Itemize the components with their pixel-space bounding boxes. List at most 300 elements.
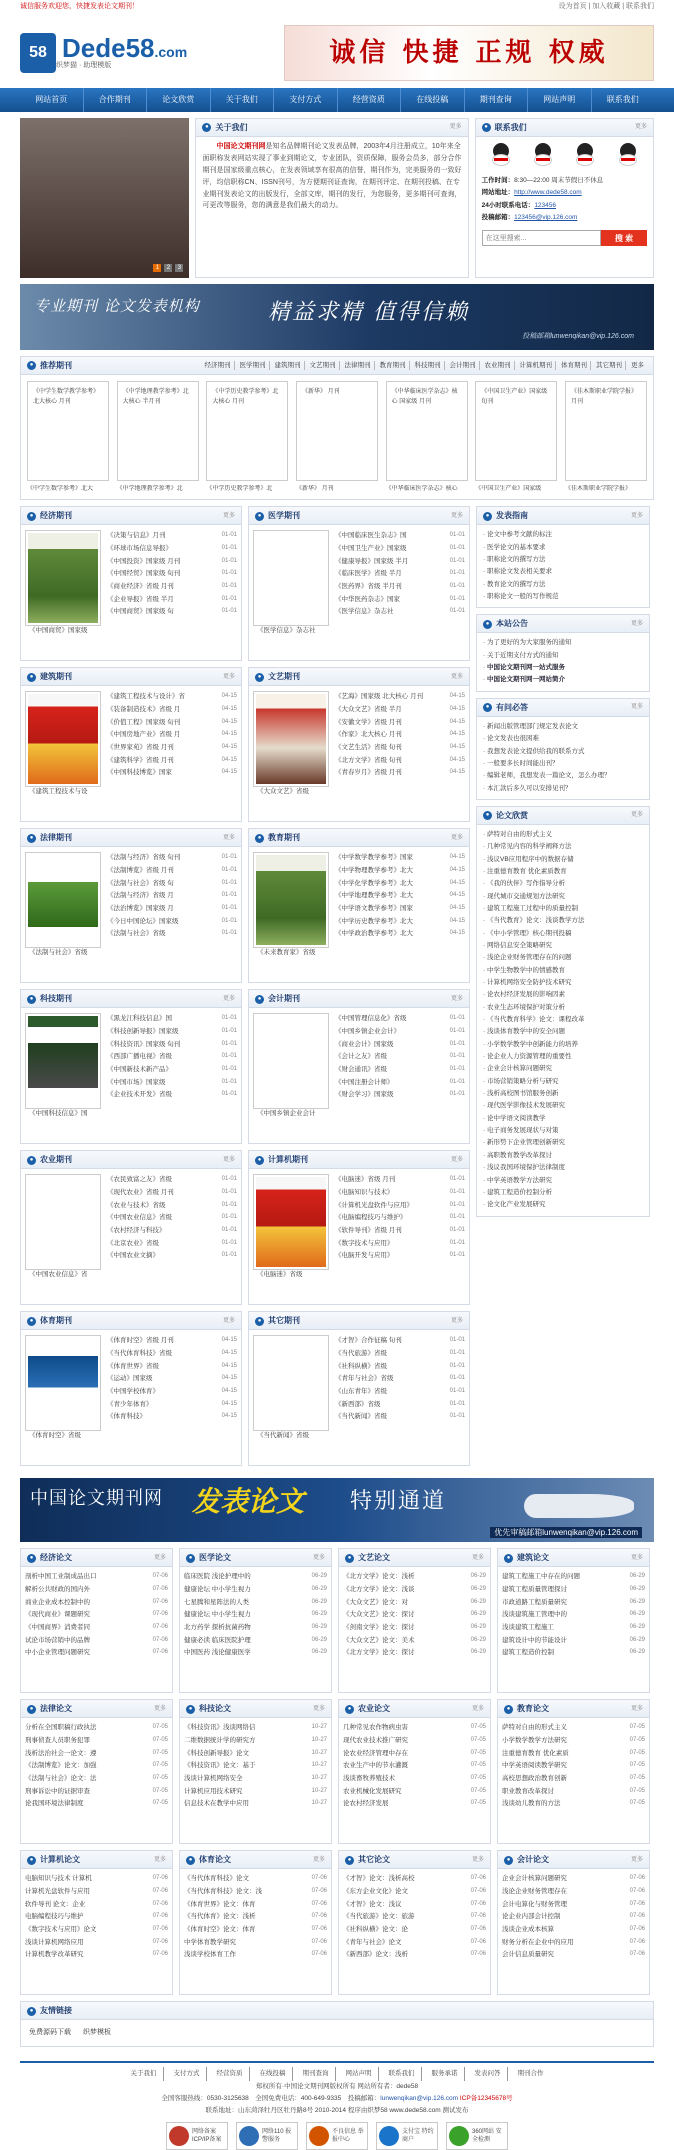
footer-nav-item[interactable]: 发表问答 [469, 2067, 508, 2081]
appreciate-item[interactable]: · 电子商务发展现状与对策 [483, 1127, 559, 1135]
paper-item-title[interactable]: 计算机教学改革研究 [25, 1951, 84, 1959]
journal-item-title[interactable]: 《中国农业文摘》 [107, 1252, 159, 1260]
journal-item-title[interactable]: 《中国科技博览》国家 [107, 769, 172, 777]
journal-item-title[interactable]: 《商业经济》省级 月刊 [107, 583, 174, 591]
paper-item-title[interactable]: 浅谈学校体育工作 [184, 1951, 236, 1959]
paper-list-item[interactable] [184, 1786, 327, 1799]
notice-item[interactable]: · 中国论文期刊网一网站简介 [483, 676, 565, 684]
paper-list-item[interactable] [25, 1899, 168, 1912]
logo[interactable] [20, 26, 250, 80]
journal-item-title[interactable]: 《体育时空》省级 月刊 [107, 1337, 174, 1345]
appreciate-more-link[interactable]: 更多 [630, 812, 643, 819]
journal-list-item[interactable] [335, 878, 465, 891]
qa-item[interactable]: · 新闻出版管理部门规定发表论文 [483, 722, 578, 730]
paper-item-title[interactable]: 中国医药 浅论健康医学 [184, 1649, 251, 1657]
paper-item-title[interactable]: 农业生产中的节水灌溉 [343, 1762, 408, 1770]
paper-item-title[interactable]: 《科技资讯》浅谈网络信 [184, 1724, 256, 1732]
journal-list-item[interactable] [335, 543, 465, 556]
journal-list-item[interactable] [107, 865, 237, 878]
paper-panel-more-link[interactable]: 更多 [153, 1705, 166, 1712]
nav-item-6[interactable]: 经营资质 [338, 88, 402, 112]
nav-item-10[interactable]: 联系我们 [606, 95, 639, 104]
journal-cover-caption[interactable]: 《未来教育家》省级 [257, 949, 316, 957]
journal-cover-caption[interactable]: 《中国科技信息》国 [29, 1110, 88, 1118]
recommend-item[interactable] [117, 381, 199, 493]
paper-list-item[interactable] [184, 1886, 327, 1899]
paper-list-item[interactable] [184, 1609, 327, 1622]
journal-cover-image[interactable] [253, 530, 329, 626]
journal-list-item[interactable] [335, 729, 465, 742]
appreciate-item[interactable]: · 注重德育教育 优化素质教育 [483, 867, 567, 875]
recommend-tab[interactable]: 计算机期刊 [517, 361, 557, 370]
paper-list-item[interactable] [25, 1722, 168, 1735]
paper-item-title[interactable]: 《当代体育科技》论文：浅 [184, 1888, 262, 1896]
paper-item-title[interactable]: 财务分析在企业中的应用 [502, 1938, 574, 1946]
journal-list-item[interactable] [107, 1411, 237, 1424]
journal-item-title[interactable]: 《环球市场信息导报》 [107, 545, 172, 553]
journal-list-item[interactable] [107, 916, 237, 929]
journal-list-item[interactable] [335, 742, 465, 755]
journal-item-title[interactable]: 《北京农业》省级 [107, 1239, 159, 1247]
journal-item-title[interactable]: 《大众文艺》省级 半月 [335, 706, 402, 714]
journal-item-title[interactable]: 《青少年体育》 [107, 1400, 153, 1408]
paper-item-title[interactable]: 《法制与社会》论文：法 [25, 1775, 97, 1783]
paper-item-title[interactable]: 剖析中国工业制成品出口 [25, 1573, 97, 1581]
paper-item-title[interactable]: 浅谈计算机网络安全 [184, 1775, 243, 1783]
paper-list-item[interactable] [184, 1873, 327, 1886]
paper-list-item[interactable] [184, 1773, 327, 1786]
journal-panel-more-link[interactable]: 更多 [450, 673, 463, 680]
paper-item-title[interactable]: 现代农业技术推广研究 [343, 1737, 408, 1745]
paper-item-title[interactable]: 几种常见农作物病虫害 [343, 1724, 408, 1732]
paper-item-title[interactable]: 《剑南文学》论文：探讨 [343, 1624, 415, 1632]
journal-item-title[interactable]: 《财会学习》国家级 [335, 1091, 394, 1099]
journal-list-item[interactable] [335, 691, 465, 704]
journal-list-item[interactable] [335, 1089, 465, 1102]
journal-list-item[interactable] [107, 717, 237, 730]
paper-list-item[interactable] [502, 1949, 645, 1962]
paper-list-item[interactable] [502, 1760, 645, 1773]
qq-penguin-icon[interactable] [574, 143, 596, 167]
paper-list-item[interactable] [184, 1635, 327, 1648]
journal-item-title[interactable]: 《计算机光盘软件与应用》 [335, 1201, 413, 1209]
paper-item-title[interactable]: 健康论坛 中小学生视力 [184, 1611, 251, 1619]
recommend-item-caption[interactable]: 《中学地理教学参考》北 [116, 486, 183, 492]
journal-panel-more-link[interactable]: 更多 [450, 834, 463, 841]
paper-list-item[interactable] [343, 1735, 486, 1748]
paper-list-item[interactable] [25, 1584, 168, 1597]
journal-item-title[interactable]: 《商业会计》国家级 [335, 1040, 394, 1048]
journal-list-item[interactable] [335, 903, 465, 916]
journal-item-title[interactable]: 《中华医药杂志》国家 [335, 595, 400, 603]
paper-list-item[interactable] [184, 1748, 327, 1761]
recommend-item-cover[interactable]: 《中学历史教学参考》北大核心 月刊 [206, 381, 288, 481]
paper-item-title[interactable]: 临床医院 浅论护理中的 [184, 1573, 251, 1581]
paper-list-item[interactable] [343, 1609, 486, 1622]
journal-item-title[interactable]: 《作家》北大核心 月刊 [335, 731, 402, 739]
journal-panel-more-link[interactable]: 更多 [450, 995, 463, 1002]
paper-item-title[interactable]: 市政道路工程质量研究 [502, 1598, 567, 1606]
paper-list-item[interactable] [184, 1647, 327, 1660]
paper-item-title[interactable]: 建筑工程造价控制 [502, 1649, 554, 1657]
paper-list-item[interactable] [502, 1899, 645, 1912]
journal-item-title[interactable]: 《中国学校体育》 [107, 1388, 159, 1396]
journal-item-title[interactable]: 《健康导报》国家级 半月 [335, 557, 409, 565]
footer-nav-item[interactable]: 期刊合作 [517, 2070, 544, 2078]
paper-list-item[interactable] [25, 1786, 168, 1799]
journal-list-item[interactable] [335, 1051, 465, 1064]
journal-cover-image[interactable] [253, 1174, 329, 1270]
paper-item-title[interactable]: 《大众文艺》论文：探讨 [343, 1611, 415, 1619]
journal-cover-caption[interactable]: 《中国商贸》国家级 [29, 627, 88, 635]
recommend-more-link[interactable]: 更多 [631, 361, 644, 369]
appreciate-item[interactable]: · 中学生物教学中的情感教育 [483, 966, 565, 974]
journal-cover-image[interactable] [25, 852, 101, 948]
paper-list-item[interactable] [184, 1571, 327, 1584]
journal-item-title[interactable]: 《黑龙江科技信息》国 [107, 1015, 172, 1023]
journal-list-item[interactable] [107, 1386, 237, 1399]
paper-list-item[interactable] [184, 1735, 327, 1748]
journal-list-item[interactable] [107, 1212, 237, 1225]
nav-item-3[interactable]: 论文欣赏 [147, 88, 211, 112]
journal-list-item[interactable] [335, 1212, 465, 1225]
paper-item-title[interactable]: 论我国环境法律制度 [25, 1800, 84, 1808]
journal-list-item[interactable] [107, 1361, 237, 1374]
paper-list-item[interactable] [502, 1622, 645, 1635]
search-input[interactable] [482, 230, 601, 246]
journal-list-item[interactable] [335, 890, 465, 903]
journal-list-item[interactable] [335, 1250, 465, 1263]
journal-cover-image[interactable] [25, 530, 101, 626]
journal-cover-image[interactable] [253, 852, 329, 948]
paper-list-item[interactable] [25, 1924, 168, 1937]
paper-list-item[interactable] [502, 1735, 645, 1748]
paper-list-item[interactable] [502, 1786, 645, 1799]
footer-nav-item[interactable]: 服务承诺 [426, 2067, 465, 2081]
notice-item[interactable]: · 中国论文期刊网一站式服务 [483, 664, 565, 672]
journal-item-title[interactable]: 《当代旅游》省级 [335, 1350, 387, 1358]
recommend-tab[interactable]: 会计期刊 [447, 361, 480, 370]
journal-list-item[interactable] [335, 1373, 465, 1386]
recommend-item-cover[interactable]: 《中学生数学教学参考》北大核心 月刊 [27, 381, 109, 481]
friend-link[interactable]: 免费源码下载 [29, 2029, 71, 2037]
paper-list-item[interactable] [184, 1722, 327, 1735]
paper-item-title[interactable]: 《才智》论文：浅析高校 [343, 1875, 415, 1883]
journal-item-title[interactable]: 《建筑工程技术与设计》省 [107, 693, 185, 701]
paper-list-item[interactable] [25, 1635, 168, 1648]
qa-item[interactable]: · 论文发表也很困难 [483, 735, 539, 743]
paper-item-title[interactable]: 《大众文艺》论文：美术 [343, 1636, 415, 1644]
journal-item-title[interactable]: 《中国注册会计师》 [335, 1078, 394, 1086]
journal-panel-more-link[interactable]: 更多 [222, 995, 235, 1002]
paper-item-title[interactable]: 《北方文学》论文：浅谈 [343, 1586, 415, 1594]
nav-item-1[interactable]: 网站首页 [20, 88, 84, 112]
journal-item-title[interactable]: 《建筑科学》省级 月刊 [107, 756, 174, 764]
recommend-item-caption[interactable]: 《中华临床医学杂志》核心 [385, 486, 458, 492]
journal-item-title[interactable]: 《法制与社会》省级 [107, 930, 166, 938]
journal-list-item[interactable] [107, 543, 237, 556]
paper-item-title[interactable]: 《大众文艺》论文：对 [343, 1598, 408, 1606]
journal-item-title[interactable]: 《装备制造技术》省级 月 [107, 706, 181, 714]
paper-panel-more-link[interactable]: 更多 [312, 1856, 325, 1863]
paper-item-title[interactable]: 建筑工程施工中存在的问题 [502, 1573, 580, 1581]
paper-item-title[interactable]: 小学数学教学方法研究 [502, 1737, 567, 1745]
appreciate-item[interactable]: · 建筑工程施工过程中的质量控制 [483, 904, 578, 912]
journal-item-title[interactable]: 《体育科技》 [107, 1413, 146, 1421]
journal-item-title[interactable]: 《中学地理教学参考》北大 [335, 892, 413, 900]
appreciate-item[interactable]: · 现代城市交通规划方法研究 [483, 892, 565, 900]
paper-item-title[interactable]: 软件导刊 论文：企业 [25, 1900, 86, 1908]
recommend-item[interactable] [296, 381, 378, 493]
journal-list-item[interactable] [107, 1174, 237, 1187]
nav-item-2[interactable]: 合作期刊 [84, 88, 148, 112]
paper-list-item[interactable] [502, 1873, 645, 1886]
journal-item-title[interactable]: 《农村经济与科技》 [107, 1227, 166, 1235]
appreciate-item[interactable]: · 市场营销策略分析与研究 [483, 1077, 559, 1085]
journal-item-title[interactable]: 《临床医学》省级 半月 [335, 570, 402, 578]
paper-item-title[interactable]: 健康必读 临床医院护理 [184, 1636, 251, 1644]
paper-list-item[interactable] [184, 1798, 327, 1811]
recommend-item-cover[interactable]: 《中学地理教学参考》北大核心 半月刊 [117, 381, 199, 481]
paper-list-item[interactable] [25, 1798, 168, 1811]
journal-item-title[interactable]: 《中国临床医生杂志》国 [335, 532, 407, 540]
journal-cover-image[interactable] [25, 691, 101, 787]
journal-cover-caption[interactable]: 《大众文艺》省级 [257, 788, 309, 796]
slider-dot[interactable]: 2 [164, 264, 172, 272]
paper-list-item[interactable] [502, 1937, 645, 1950]
paper-item-title[interactable]: 《法制博览》论文：加强 [25, 1762, 97, 1770]
paper-list-item[interactable] [184, 1584, 327, 1597]
nav-item-7[interactable]: 在线投稿 [401, 88, 465, 112]
journal-cover-image[interactable] [25, 1335, 101, 1431]
paper-item-title[interactable]: 七星腾和星阵法的人类 [184, 1598, 249, 1606]
journal-item-title[interactable]: 《中国乡镇企业会计》 [335, 1028, 400, 1036]
journal-item-title[interactable]: 《当代新闻》省级 [335, 1413, 387, 1421]
journal-list-item[interactable] [107, 1250, 237, 1263]
journal-item-title[interactable]: 《中学化学教学参考》北大 [335, 879, 413, 887]
slider-dot[interactable]: 3 [175, 264, 183, 272]
paper-item-title[interactable]: 刑事侦查人员职务犯罪 [25, 1737, 90, 1745]
paper-list-item[interactable] [343, 1584, 486, 1597]
journal-item-title[interactable]: 《科技创新导报》国家级 [107, 1028, 179, 1036]
paper-panel-more-link[interactable]: 更多 [471, 1705, 484, 1712]
paper-item-title[interactable]: 《数字技术与应用》论文 [25, 1926, 97, 1934]
paper-item-title[interactable]: 二维数据统计学的研究方 [184, 1737, 256, 1745]
journal-item-title[interactable]: 《数字技术与应用》 [335, 1239, 394, 1247]
journal-list-item[interactable] [335, 1411, 465, 1424]
paper-item-title[interactable]: 《现代商业》课题研究 [25, 1611, 90, 1619]
journal-list-item[interactable] [107, 755, 237, 768]
paper-list-item[interactable] [343, 1873, 486, 1886]
paper-item-title[interactable]: 《体育时空》论文：体育 [184, 1926, 256, 1934]
journal-item-title[interactable]: 《法治博览》国家级 月 [107, 905, 174, 913]
journal-list-item[interactable] [107, 1200, 237, 1213]
paper-item-title[interactable]: 《东方企业文化》论文 [343, 1888, 408, 1896]
footer-badge[interactable] [166, 2122, 228, 2150]
journal-cover-caption[interactable]: 《当代新闻》省级 [257, 1432, 309, 1440]
journal-cover-caption[interactable]: 《医学信息》杂志社 [257, 627, 316, 635]
recommend-item-caption[interactable]: 《中学历史教学参考》北 [206, 486, 273, 492]
journal-item-title[interactable]: 《软件导刊》省级 月刊 [335, 1227, 402, 1235]
paper-item-title[interactable]: 信息技术在教学中应用 [184, 1800, 249, 1808]
journal-cover-caption[interactable]: 《建筑工程技术与设 [29, 788, 88, 796]
journal-item-title[interactable]: 《中学政治教学参考》北大 [335, 930, 413, 938]
journal-item-title[interactable]: 《价值工程》国家级 旬刊 [107, 718, 181, 726]
journal-list-item[interactable] [107, 704, 237, 717]
footer-nav-item[interactable]: 联系我们 [383, 2067, 422, 2081]
paper-item-title[interactable]: 浅谈建筑施工管理中的 [502, 1611, 567, 1619]
journal-cover-caption[interactable]: 《中国乡镇企业会计 [257, 1110, 316, 1118]
journal-cover-image[interactable] [25, 1013, 101, 1109]
paper-list-item[interactable] [502, 1798, 645, 1811]
journal-item-title[interactable]: 《电脑编程技巧与维护》 [335, 1214, 407, 1222]
paper-item-title[interactable]: 建筑工程质量管理探讨 [502, 1586, 567, 1594]
recommend-item-caption[interactable]: 《中学生数学参考》北大 [27, 486, 94, 492]
paper-item-title[interactable]: 试论市场营销中的品牌 [25, 1636, 90, 1644]
paper-list-item[interactable] [25, 1937, 168, 1950]
recommend-item[interactable] [27, 381, 109, 493]
appreciate-item[interactable]: · 网络信息安全策略研究 [483, 941, 552, 949]
journal-item-title[interactable]: 《中学语文教学参考》国家 [335, 905, 413, 913]
qq-penguin-icon[interactable] [532, 143, 554, 167]
qa-item[interactable]: · 编辑老师，我想发表一篇论文，怎么办理？ [483, 772, 611, 780]
appreciate-item[interactable]: · 论中学语文阅读教学 [483, 1114, 546, 1122]
qa-item[interactable]: · 一般要多长时间能出刊？ [483, 759, 559, 767]
journal-list-item[interactable] [107, 1026, 237, 1039]
paper-item-title[interactable]: 健康论坛 中小学生视力 [184, 1586, 251, 1594]
qq-penguin-icon[interactable] [490, 143, 512, 167]
journal-item-title[interactable]: 《农业与技术》省级 [107, 1201, 166, 1209]
paper-panel-more-link[interactable]: 更多 [630, 1554, 643, 1561]
appreciate-item[interactable]: · 浅谈体育教学中的安全问题 [483, 1028, 565, 1036]
journal-list-item[interactable] [335, 1174, 465, 1187]
paper-item-title[interactable]: 《社科纵横》论文：论 [343, 1926, 408, 1934]
paper-list-item[interactable] [25, 1735, 168, 1748]
qa-item[interactable]: · 我想发表论文提供给我的联系方式 [483, 747, 585, 755]
journal-item-title[interactable]: 《中国房地产业》省级 月 [107, 731, 181, 739]
recommend-item-cover[interactable]: 《中华临床医学杂志》核心 国家级 月刊 [386, 381, 468, 481]
recommend-tab[interactable]: 文艺期刊 [307, 361, 340, 370]
paper-item-title[interactable]: 电脑知识与技术 计算机 [25, 1875, 92, 1883]
appreciate-item[interactable]: · 企业会计核算问题研究 [483, 1065, 552, 1073]
footer-badge[interactable] [236, 2122, 298, 2150]
recommend-item[interactable] [475, 381, 557, 493]
journal-list-item[interactable] [335, 1348, 465, 1361]
journal-list-item[interactable] [107, 1039, 237, 1052]
paper-list-item[interactable] [502, 1722, 645, 1735]
journal-panel-more-link[interactable]: 更多 [450, 512, 463, 519]
paper-item-title[interactable]: 中学英语阅读教学研究 [502, 1762, 567, 1770]
journal-list-item[interactable] [335, 1238, 465, 1251]
qq-penguin-icon[interactable] [617, 143, 639, 167]
paper-item-title[interactable]: 浅谈建筑工程施工 [502, 1624, 554, 1632]
paper-item-title[interactable]: 北方药学 探析抗菌药物 [184, 1624, 251, 1632]
paper-item-title[interactable]: 解析公共财政的国内外 [25, 1586, 90, 1594]
appreciate-item[interactable]: · 浅论企业财务管理存在的问题 [483, 954, 572, 962]
paper-item-title[interactable]: 《新西部》论文：浅析 [343, 1951, 408, 1959]
journal-item-title[interactable]: 《电脑迷》省级 月刊 [335, 1176, 396, 1184]
paper-list-item[interactable] [25, 1873, 168, 1886]
nav-item-9[interactable]: 网站声明 [528, 88, 592, 112]
recommend-tab[interactable]: 建筑期刊 [272, 361, 305, 370]
journal-panel-more-link[interactable]: 更多 [450, 1156, 463, 1163]
journal-list-item[interactable] [335, 865, 465, 878]
footer-nav-item[interactable]: 在线投稿 [254, 2067, 293, 2081]
journal-item-title[interactable]: 《世界家苑》省级 月刊 [107, 744, 174, 752]
paper-list-item[interactable] [343, 1760, 486, 1773]
appreciate-item[interactable]: · 中学英语教学方法研究 [483, 1176, 552, 1184]
site-link[interactable]: http://www.dede58.com [514, 189, 582, 197]
nav-item-8[interactable]: 期刊查询 [465, 88, 529, 112]
paper-list-item[interactable] [502, 1924, 645, 1937]
journal-list-item[interactable] [107, 767, 237, 780]
journal-list-item[interactable] [335, 1225, 465, 1238]
journal-list-item[interactable] [107, 903, 237, 916]
journal-list-item[interactable] [335, 530, 465, 543]
notice-more-link[interactable]: 更多 [630, 620, 643, 627]
mail-link[interactable]: 123456@vip.126.com [514, 214, 578, 222]
journal-item-title[interactable]: 《中国卫生产业》国家级 [335, 545, 407, 553]
journal-list-item[interactable] [335, 1026, 465, 1039]
journal-list-item[interactable] [335, 1039, 465, 1052]
paper-item-title[interactable]: 《科技资讯》论文：基于 [184, 1762, 256, 1770]
journal-cover-caption[interactable]: 《法制与社会》省级 [29, 949, 88, 957]
journal-item-title[interactable]: 《中国农业信息》省级 [107, 1214, 172, 1222]
paper-item-title[interactable]: 《北方文学》论文：探讨 [343, 1649, 415, 1657]
footer-nav-item[interactable]: 期刊查询 [297, 2067, 336, 2081]
appreciate-item[interactable]: · 建筑工程造价控制分析 [483, 1188, 552, 1196]
paper-item-title[interactable]: 商业企业成本控制中的 [25, 1598, 90, 1606]
journal-list-item[interactable] [107, 1238, 237, 1251]
journal-item-title[interactable]: 《当代体育科技》省级 [107, 1350, 172, 1358]
nav-item-5[interactable]: 支付方式 [274, 88, 338, 112]
journal-panel-more-link[interactable]: 更多 [450, 1317, 463, 1324]
guide-more-link[interactable]: 更多 [630, 512, 643, 519]
paper-item-title[interactable]: 浅论企业财务管理存在 [502, 1888, 567, 1896]
recommend-item[interactable] [565, 381, 647, 493]
paper-list-item[interactable] [502, 1584, 645, 1597]
paper-list-item[interactable] [502, 1748, 645, 1761]
journal-list-item[interactable] [335, 1200, 465, 1213]
paper-list-item[interactable] [343, 1899, 486, 1912]
paper-list-item[interactable] [343, 1635, 486, 1648]
journal-list-item[interactable] [107, 1335, 237, 1348]
journal-panel-more-link[interactable]: 更多 [222, 834, 235, 841]
paper-list-item[interactable] [343, 1786, 486, 1799]
recommend-item-cover[interactable]: 《中国卫生产业》国家级 旬刊 [475, 381, 557, 481]
appreciate-item[interactable]: · 《当代教育科学》论文：课程改革 [483, 1016, 585, 1024]
journal-item-title[interactable]: 《山东青年》省级 [335, 1388, 387, 1396]
paper-item-title[interactable]: 浅谈畜牧养殖技术 [343, 1775, 395, 1783]
paper-item-title[interactable]: 《当代体育科技》论文 [184, 1875, 249, 1883]
appreciate-item[interactable]: · 论企业人力资源管理的重要性 [483, 1053, 572, 1061]
journal-item-title[interactable]: 《北方文学》省级 旬刊 [335, 756, 402, 764]
footer-mail-link[interactable]: lunwenqikan@vip.126.com [380, 2094, 459, 2102]
journal-list-item[interactable] [107, 1013, 237, 1026]
appreciate-item[interactable]: · 论文化产业发展研究 [483, 1201, 546, 1209]
journal-list-item[interactable] [335, 1386, 465, 1399]
journal-cover-image[interactable] [253, 1335, 329, 1431]
journal-list-item[interactable] [335, 852, 465, 865]
journal-item-title[interactable]: 《企业技术开发》省级 [107, 1091, 172, 1099]
recommend-tab[interactable]: 体育期刊 [558, 361, 591, 370]
journal-item-title[interactable]: 《法制与社会》省级 旬 [107, 879, 174, 887]
paper-panel-more-link[interactable]: 更多 [153, 1856, 166, 1863]
appreciate-item[interactable]: · 高职教育教学改革探讨 [483, 1151, 552, 1159]
paper-list-item[interactable] [343, 1773, 486, 1786]
journal-item-title[interactable]: 《安徽文学》省级 月刊 [335, 718, 402, 726]
paper-item-title[interactable]: 论农村经济发展 [343, 1800, 389, 1808]
